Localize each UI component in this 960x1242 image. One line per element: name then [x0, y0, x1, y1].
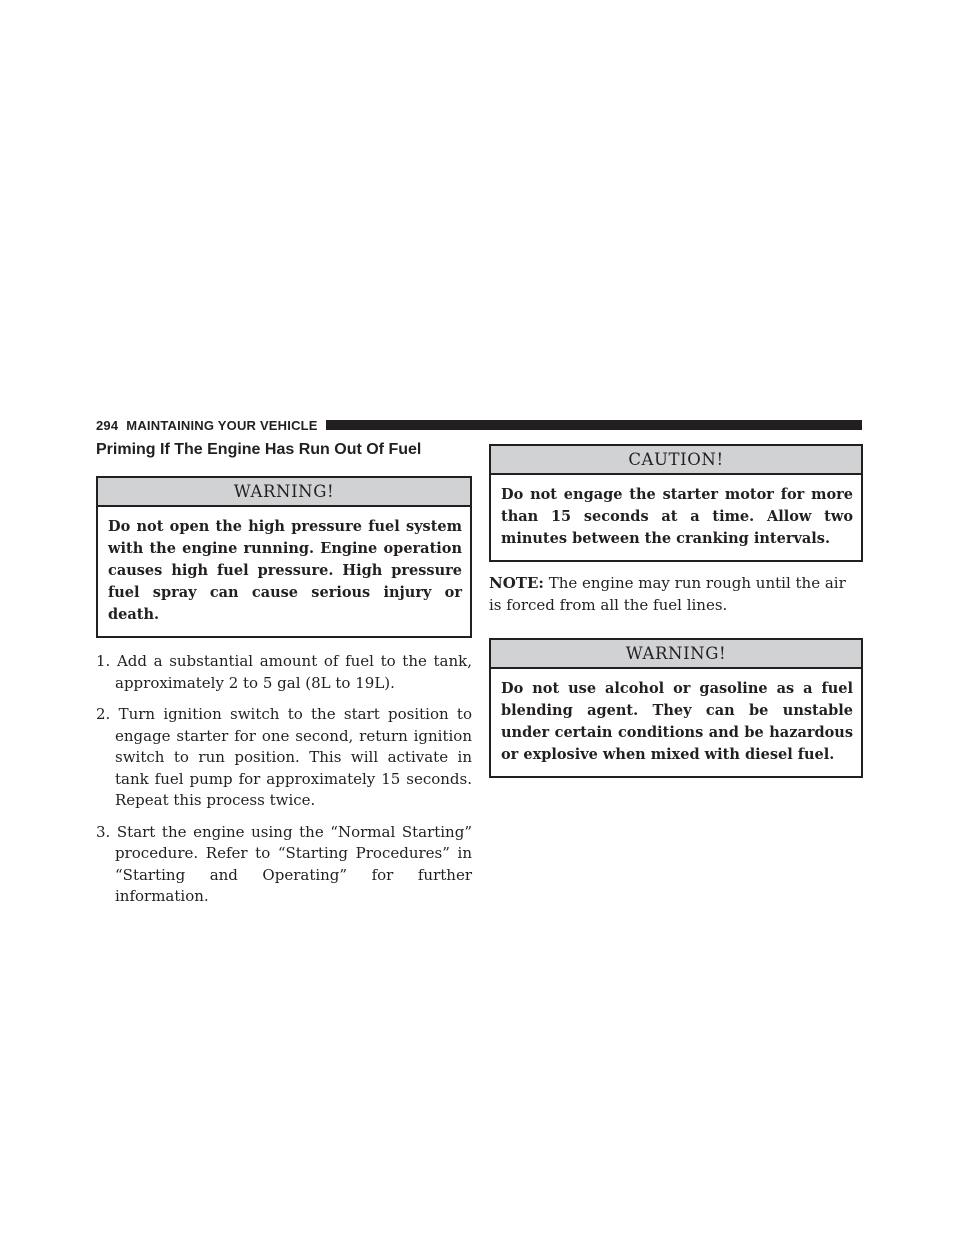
section-heading: Priming If The Engine Has Run Out Of Fuel [96, 441, 422, 458]
step-3: 3. Start the engine using the “Normal Starting” procedure. Refer to “Starting Procedures” in “Starting and Operating” for further information. [96, 822, 472, 905]
caution-box-starter [489, 444, 863, 562]
warning-text-2: Do not use alcohol or gasoline as a fuel blending agent. They can be unstable under certain conditions and be hazardous or explosive when mixed with diesel fuel. [501, 680, 853, 763]
priming-steps [96, 651, 472, 908]
note-paragraph [489, 573, 863, 616]
step-2: 2. Turn ignition switch to the start position to engage starter for one second, return ignition switch to run position. This will activate in tank fuel pump for approximately 15 seconds. Repeat this process twice. [96, 705, 472, 809]
note-text: The engine may run rough until the air is forced from all the fuel lines. [489, 574, 846, 614]
warning-text: Do not open the high pressure fuel system with the engine running. Engine operation causes high fuel pressure. High pressure fuel spray can cause serious injury or death. [108, 518, 462, 623]
page-number: 294 [96, 417, 119, 433]
warning-box-fuel-blending [489, 638, 863, 778]
caution-text: Do not engage the starter motor for more than 15 seconds at a time. Allow two minutes between the cranking intervals. [501, 486, 853, 547]
warning-title-2: WARNING! [491, 640, 861, 669]
left-column [96, 441, 472, 918]
header-rule [326, 420, 862, 430]
page-header [96, 417, 862, 433]
section-title: MAINTAINING YOUR VEHICLE [126, 417, 318, 433]
step-1: 1. Add a substantial amount of fuel to the tank, approximately 2 to 5 gal (8L to 19L). [96, 652, 472, 692]
warning-title: WARNING! [98, 478, 470, 507]
caution-title: CAUTION! [491, 446, 861, 475]
note-label: NOTE: [489, 574, 544, 592]
right-column [489, 444, 863, 778]
warning-box-fuel-system [96, 476, 472, 638]
